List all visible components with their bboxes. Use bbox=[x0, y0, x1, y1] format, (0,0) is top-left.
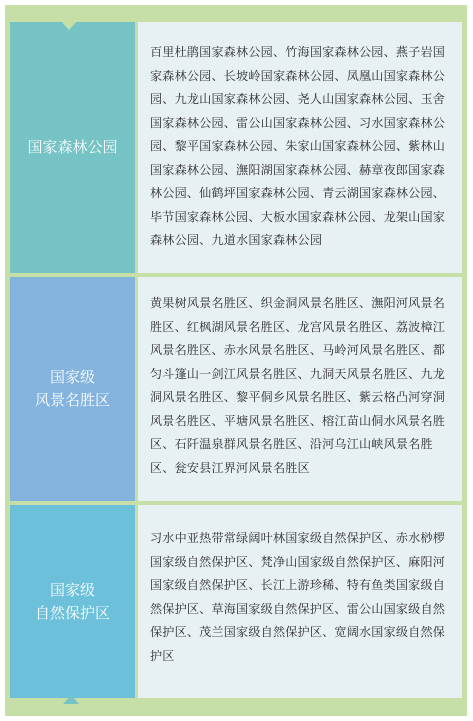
section-label-forest-parks: 国家森林公园 bbox=[10, 22, 135, 273]
section-label-scenic-areas: 国家级 风景名胜区 bbox=[10, 277, 135, 501]
section-forest-parks bbox=[10, 22, 462, 273]
section-content-forest-parks: 百里杜鹃国家森林公园、竹海国家森林公园、燕子岩国家森林公园、长坡岭国家森林公园、凤凰山国家森林公园、九龙山国家森林公园、尧人山国家森林公园、玉舍国家森林公园、雷公山国家森林公园、习水国家森林公园、黎平国家森林公园、朱家山国家森林公园、紫林山国家森林公园、潕阳湖国家森林公园、赫章夜郎国家森林公园、仙鹤坪国家森林公园、青云湖国家森林公园、毕节国家森林公园、大板水国家森林公园、龙架山国家森林公园、九道水国家森林公园 bbox=[138, 22, 462, 273]
top-notch bbox=[61, 21, 77, 30]
bottom-notch bbox=[63, 695, 79, 704]
section-nature-reserves bbox=[10, 505, 462, 698]
section-content-scenic-areas: 黄果树风景名胜区、织金洞风景名胜区、潕阳河风景名胜区、红枫湖风景名胜区、龙宫风景名胜区、荔波樟江风景名胜区、赤水风景名胜区、马岭河风景名胜区、都匀斗篷山一剑江风景名胜区、九洞天风景名胜区、九龙洞风景名胜区、黎平侗乡风景名胜区、紫云格凸河穿洞风景名胜区、平塘风景名胜区、榕江苗山侗水风景名胜区、石阡温泉群风景名胜区、沿河乌江山峡风景名胜区、瓮安县江界河风景名胜区 bbox=[138, 277, 462, 501]
table-frame bbox=[5, 5, 467, 716]
section-content-nature-reserves: 习水中亚热带常绿阔叶林国家级自然保护区、赤水桫椤国家级自然保护区、梵净山国家级自然保护区、麻阳河国家级自然保护区、长江上游珍稀、特有鱼类国家级自然保护区、草海国家级自然保护区、雷公山国家级自然保护区、茂兰国家级自然保护区、宽阔水国家级自然保护区 bbox=[138, 505, 462, 698]
section-label-nature-reserves: 国家级 自然保护区 bbox=[10, 505, 135, 698]
section-scenic-areas bbox=[10, 277, 462, 501]
